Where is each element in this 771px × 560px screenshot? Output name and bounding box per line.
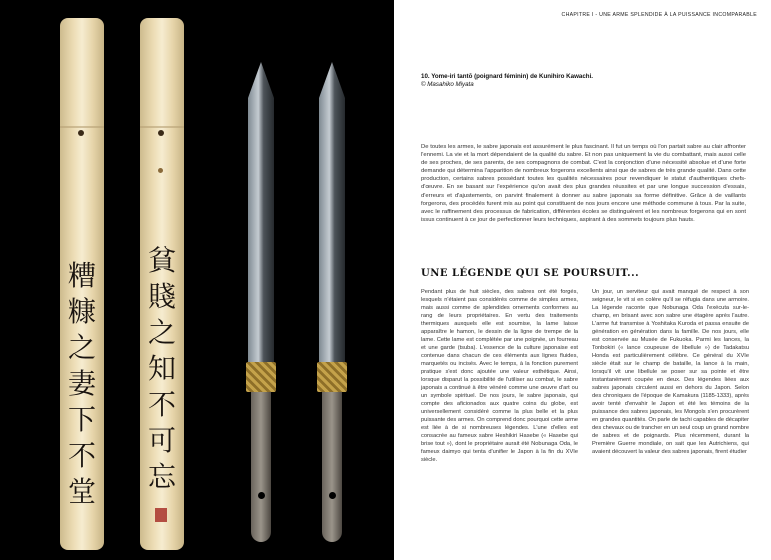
text-page [394,0,771,560]
scabbard-seam [140,126,184,128]
body-column-right: Un jour, un serviteur qui avait manqué de respect à son seigneur, le vit si en colère qu'il se réfugia dans une armoire. La légende raconte que Nobunaga Oda l'exécuta sur-le-champ, en brisant avec son sabre une étagère après l'autre. L'arme fut transmise à Yoshitaka Kuroda et passa ensuite de génération en génération dans la famille. De nos jours, elle est conservée au Musée de Fukuoka. Parmi les lances, la Tonbokiri (« lance coupeuse de libellule ») de Tadakatsu Honda est particulièrement célèbre. Ce général du XVIe siècle était sur le champ de bataille, la lance à la main, lorsqu'il vit une libellule se poser sur sa pointe et être instantanément coupée en deux. Des légendes liées aux sabres japonais circulent aussi en dehors du Japon. Selon des chroniques de l'époque de Kamakura (1185-1333), après avoir tenté d'envahir le Japon et été les témoins de la puissance des sabres japonais, les Mongols s'en procurèrent en grandes quantités. On parle de tachi capables de décapiter des chevaux ou de trancher en un seul coup un grand nombre de sabres et de poignards. Plus récemment, durant la Première Guerre mondiale, on sait que les Autrichiens, qui avaient découvert la valeur des sabres japonais, firent étudier [592,289,749,456]
scabbard-left [60,18,104,550]
intro-paragraph: De toutes les armes, le sabre japonais est assurément le plus fascinant. Il fut un temps où l'on partait sabre au clair affronter l'ennemi. La vie et la mort dépendaient de la qualité du sabre. Et non pas uniquement la vie du combattant, mais aussi celle de ses proches, de ses parents, de ses compagnons de combat. C'est la conjonction d'une nécessité absolue et d'une forte demande qui détermina l'apparition de nombreux forgerons excellents ainsi que de sabres de très grande qualité. Dans cette production, certains sabres possédant toutes les qualités nécessaires pour revendiquer le statut d'authentiques chefs-d'œuvre. En se basant sur l'expérience qu'on avait des plus grandes réussites et par une longue succession d'essais, d'erreurs et d'ajustements, on parvint finalement à donner au sabre japonais sa forme définitive. Grâce à de vaillants forgerons, des procédés furent mis au point qui constituent de nos jours encore une méthode commune à tous. Par la suite, avec le raffinement des processus de fabrication, différentes écoles se distinguèrent et les nombreux forgerons qui en sont issus continuent à ce jour de perfectionner leurs techniques, aspirant à des sommets toujours plus hauts. [421,144,746,223]
peg-hole [158,130,164,136]
blade-collar [317,362,347,392]
blade-collar [246,362,276,392]
caption-credit: © Masahiko Miyata [421,81,474,88]
scabbard-inscription: 貧賤之知不可忘 [147,244,176,493]
body-column-left: Pendant plus de huit siècles, des sabres ont été forgés, lesquels n'étaient pas considérés comme de simples armes, mais aussi comme de splendides ornements conformes au rang de leurs propriétaires. En vertu des traitements thermiques auxquels elle est soumise, la lame laisse apparaître le hamon, le dessin de la ligne de trempe de la lame. Cette lame est complétée par une poignée, un fourreau et une garde (tsuba). L'essence de la culture japonaise est contenue dans chacun de ces éléments aux lignes fluides, marquetés ou incisés. Avec le temps, à la fonction purement pratique s'est donc ajoutée une valeur esthétique. Ainsi, lorsque disparut la possibilité de l'utiliser au combat, le sabre japonais a continué à être vénéré comme une œuvre d'art ou un symbole spirituel. De nos jours, le sabre japonais, qui compte des aficionados aux quatre coins du globe, est universellement considéré comme la plus belle et la plus puissante des armes. On comprend donc pourquoi cette arme est liée à de si nombreuses légendes. L'une d'elles est consacrée au fameux sabre Heshikiri Hasebe (« Hasebe qui brise tout »), dont le propriétaire aurait été Nobunaga Oda, le fameux daimyo qui tenta d'unifier le Japon à la fin du XVIe siècle. [421,289,578,464]
blade-steel [319,62,345,362]
figure-caption [421,73,631,89]
tang-hole [258,492,265,499]
tang-hole [329,492,336,499]
blade-steel [248,62,274,362]
blade-tang [322,392,342,542]
blade-tang [251,392,271,542]
scabbard-seam [60,126,104,128]
section-title: UNE LÉGENDE QUI SE POURSUIT... [421,268,640,279]
red-seal [155,508,167,522]
peg-mark [158,168,163,173]
running-head: CHAPITRE I - UNE ARME SPLENDIDE À LA PUISSANCE INCOMPARABLE [561,12,757,18]
scabbard-right [140,18,184,550]
caption-title: 10. Yome-iri tantō (poignard féminin) de Kunihiro Kawachi. [421,73,594,80]
scabbard-inscription: 糟糠之妻下不堂 [67,259,96,508]
peg-hole [78,130,84,136]
